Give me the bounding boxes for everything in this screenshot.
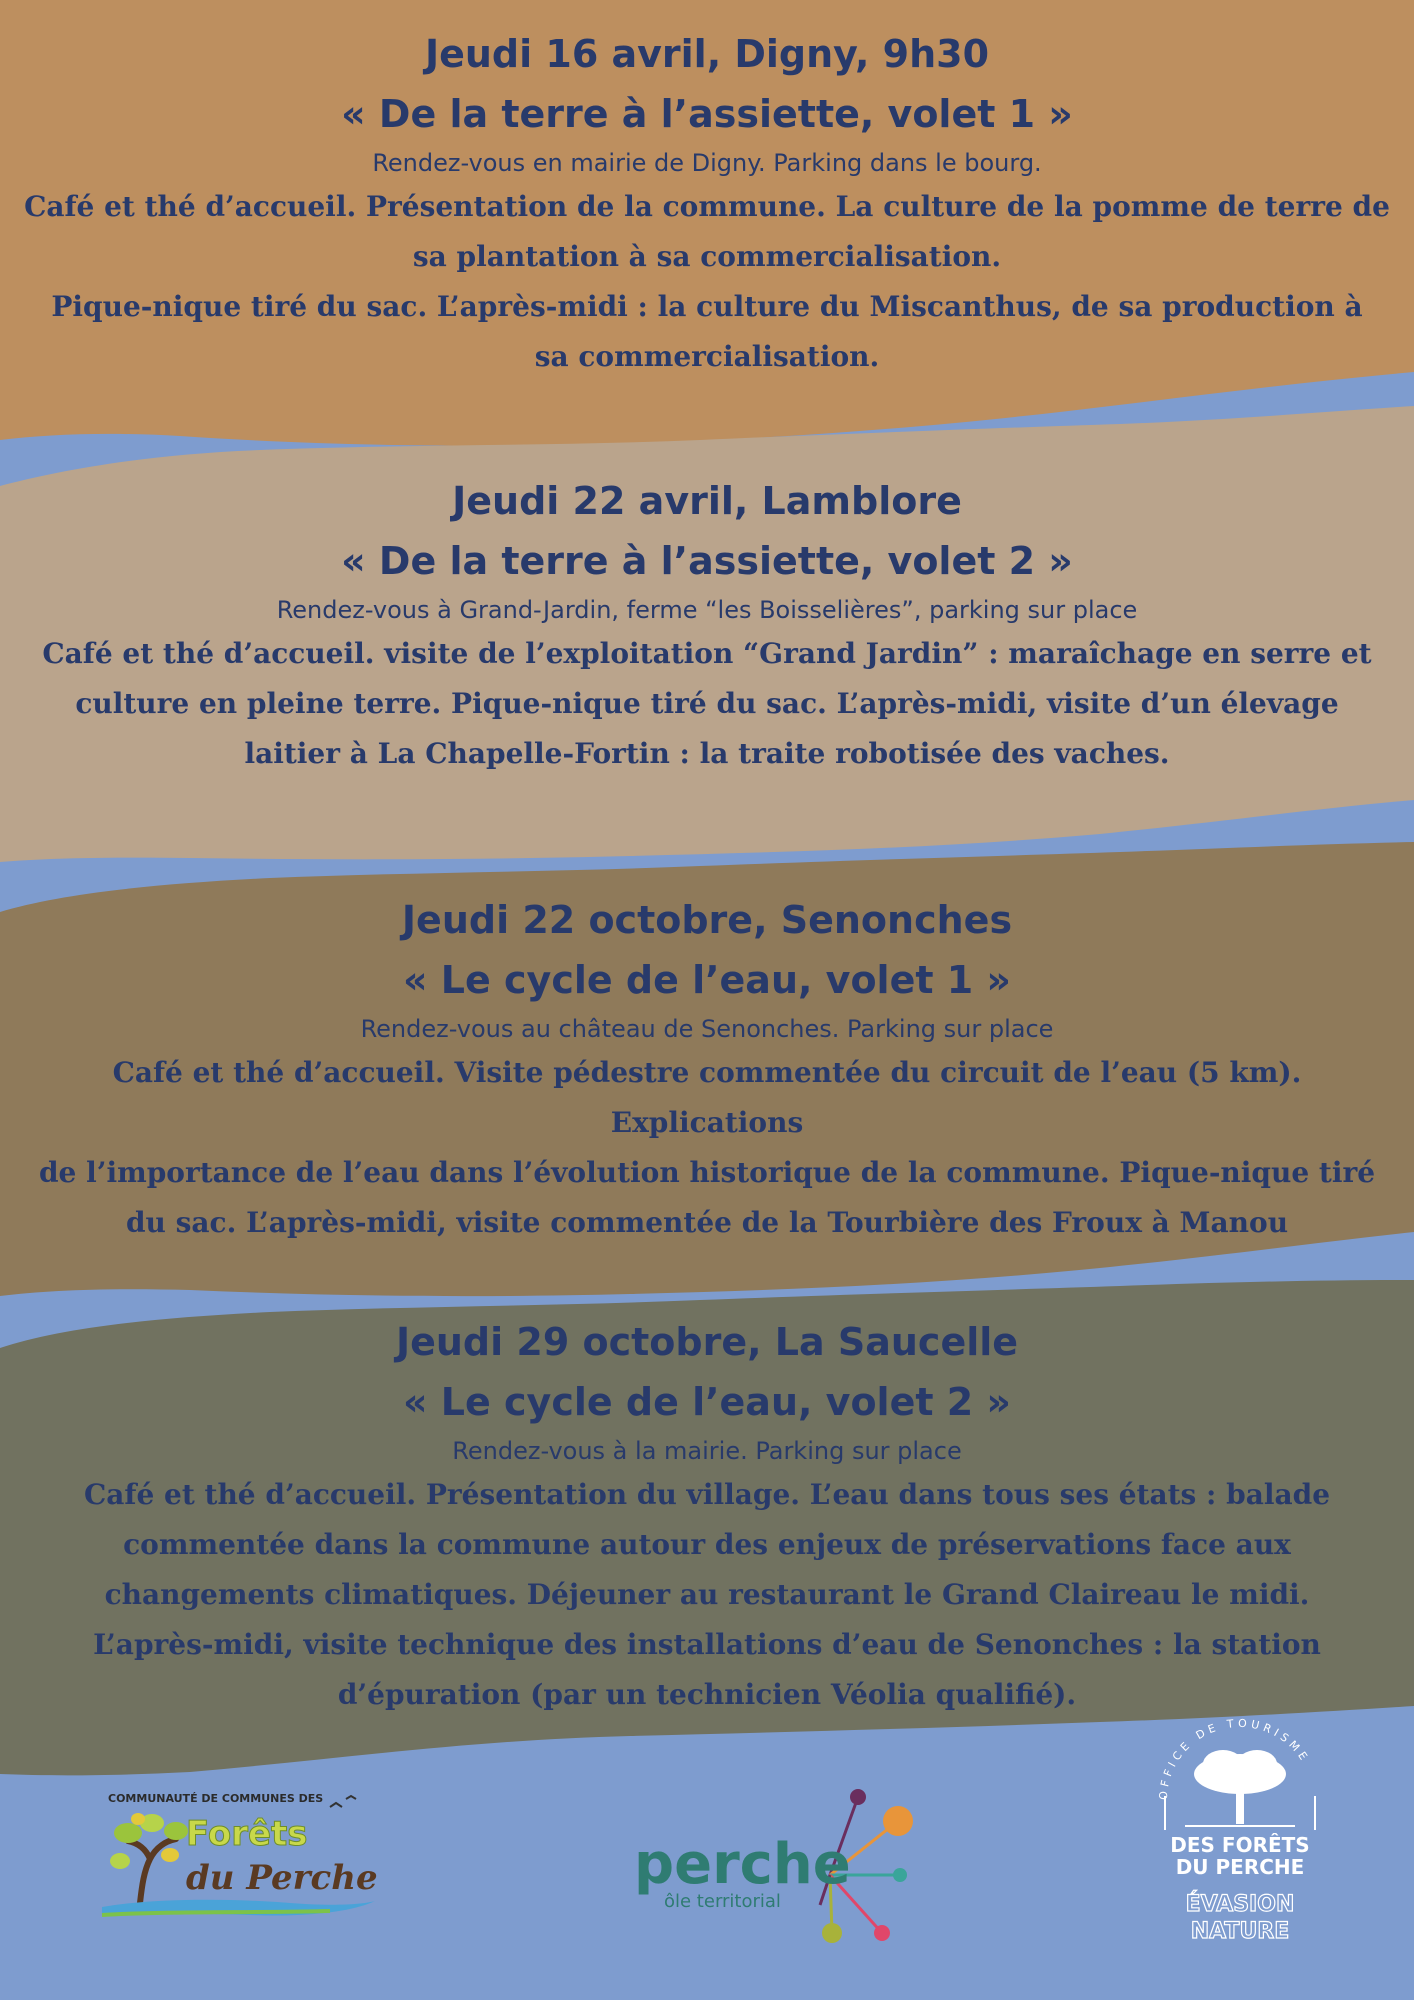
svg-text:DU PERCHE: DU PERCHE bbox=[1175, 1855, 1305, 1879]
event-3 bbox=[0, 890, 1414, 1248]
event-date: Jeudi 22 avril, Lamblore bbox=[452, 479, 962, 523]
description-line: sa commercialisation. bbox=[534, 340, 880, 373]
svg-text:ÉVASION: ÉVASION bbox=[1185, 1892, 1295, 1917]
svg-text:ôle territorial: ôle territorial bbox=[664, 1891, 781, 1912]
description-line: Café et thé d’accueil. visite de l’exploitation “Grand Jardin” : maraîchage en serre et bbox=[42, 637, 1372, 670]
description-line: d’épuration (par un technicien Véolia qualifié). bbox=[337, 1678, 1077, 1711]
description-line: du sac. L’après-midi, visite commentée de la Tourbière des Froux à Manou bbox=[125, 1206, 1289, 1239]
description-line: Café et thé d’accueil. Présentation du village. L’eau dans tous ses états : balade bbox=[83, 1478, 1331, 1511]
description-line: Pique-nique tiré du sac. L’après-midi : la culture du Miscanthus, de sa production à bbox=[51, 290, 1363, 323]
event-description bbox=[0, 629, 1414, 779]
description-line: commentée dans la commune autour des enjeux de préservations face aux bbox=[123, 1528, 1291, 1561]
event-1 bbox=[0, 24, 1414, 382]
event-description bbox=[0, 1048, 1414, 1248]
svg-text:du Perche: du Perche bbox=[186, 1858, 378, 1898]
description-line: L’après-midi, visite technique des installations d’eau de Senonches : la station bbox=[93, 1628, 1321, 1661]
tree-icon bbox=[1194, 1750, 1286, 1824]
event-title: « Le cycle de l’eau, volet 1 » bbox=[403, 958, 1011, 1002]
event-title: « De la terre à l’assiette, volet 2 » bbox=[341, 539, 1073, 583]
description-line: laitier à La Chapelle-Fortin : la traite robotisée des vaches. bbox=[244, 737, 1170, 770]
svg-text:COMMUNAUTÉ DE COMMUNES DES: COMMUNAUTÉ DE COMMUNES DES bbox=[108, 1792, 324, 1805]
event-date: Jeudi 22 octobre, Senonches bbox=[401, 898, 1013, 942]
event-title: « Le cycle de l’eau, volet 2 » bbox=[403, 1380, 1011, 1424]
description-line: sa plantation à sa commercialisation. bbox=[412, 240, 1002, 273]
event-description bbox=[0, 1470, 1414, 1720]
event-meeting: Rendez-vous au château de Senonches. Parking sur place bbox=[360, 1015, 1054, 1043]
svg-text:DES FORÊTS: DES FORÊTS bbox=[1170, 1833, 1310, 1857]
ccfp-logo bbox=[100, 1785, 390, 1925]
event-date: Jeudi 29 octobre, La Saucelle bbox=[395, 1320, 1019, 1364]
description-line: Café et thé d’accueil. Visite pédestre commentée du circuit de l’eau (5 km). Explications bbox=[112, 1056, 1302, 1139]
description-line: changements climatiques. Déjeuner au restaurant le Grand Claireau le midi. bbox=[104, 1578, 1310, 1611]
description-line: culture en pleine terre. Pique-nique tiré du sac. L’après-midi, visite d’un élevage bbox=[75, 687, 1339, 720]
description-line: Café et thé d’accueil. Présentation de la commune. La culture de la pomme de terre de bbox=[24, 190, 1390, 223]
event-meeting: Rendez-vous à Grand-Jardin, ferme “les Boisselières”, parking sur place bbox=[276, 596, 1138, 624]
tree-icon bbox=[110, 1813, 188, 1903]
office-tourisme-logo bbox=[1145, 1700, 1335, 1960]
event-4 bbox=[0, 1312, 1414, 1720]
event-description bbox=[0, 182, 1414, 382]
svg-text:Forêts: Forêts bbox=[186, 1814, 308, 1854]
svg-text:NATURE: NATURE bbox=[1190, 1919, 1290, 1944]
event-meeting: Rendez-vous à la mairie. Parking sur place bbox=[452, 1437, 962, 1465]
event-title: « De la terre à l’assiette, volet 1 » bbox=[341, 92, 1073, 136]
svg-text:OFFICE DE TOURISME: OFFICE DE TOURISME bbox=[1156, 1716, 1313, 1801]
event-2 bbox=[0, 471, 1414, 779]
event-meeting: Rendez-vous en mairie de Digny. Parking dans le bourg. bbox=[372, 149, 1042, 177]
perche-pole-logo bbox=[630, 1785, 930, 1950]
description-line: de l’importance de l’eau dans l’évolution historique de la commune. Pique-nique tiré bbox=[38, 1156, 1376, 1189]
svg-text:perche: perche bbox=[634, 1832, 851, 1897]
event-date: Jeudi 16 avril, Digny, 9h30 bbox=[424, 32, 990, 76]
